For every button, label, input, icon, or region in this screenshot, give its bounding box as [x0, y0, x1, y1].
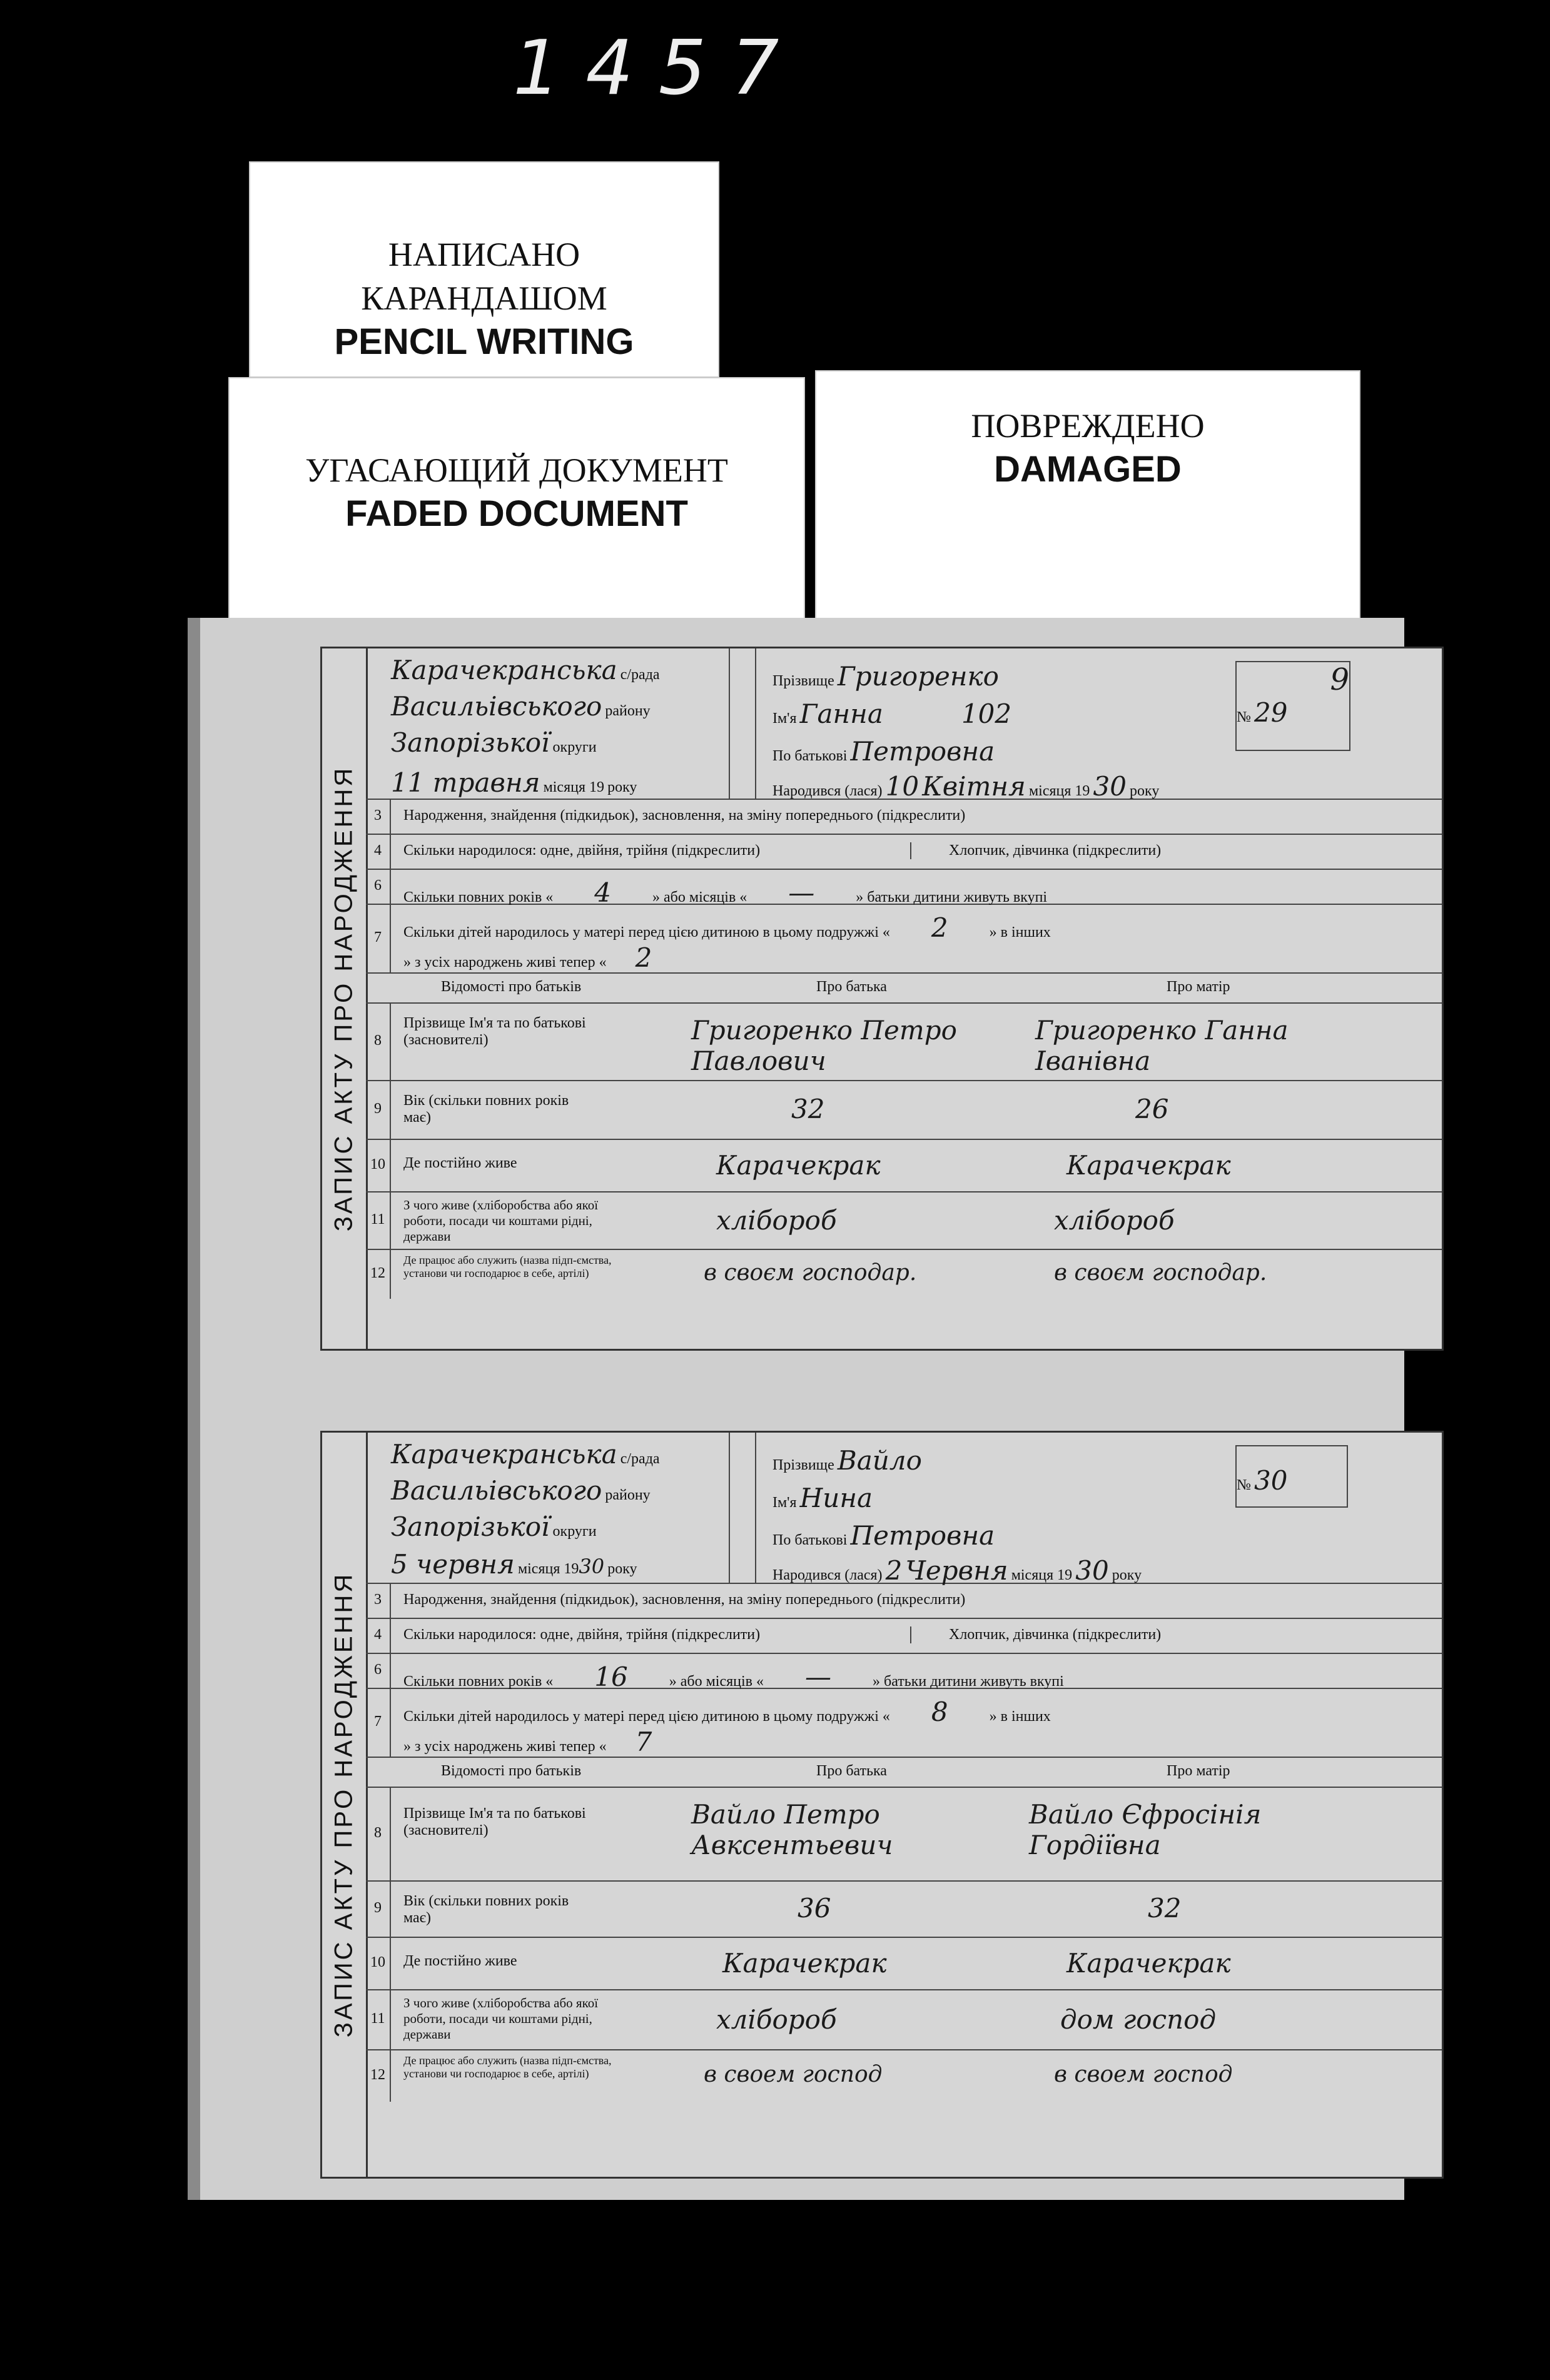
patronymic-value-2: Петровна: [850, 1520, 995, 1551]
frame-number: 1457: [513, 25, 804, 112]
born-label: Народився (лася): [772, 783, 883, 799]
father-name: Григоренко Петро Павлович: [691, 1015, 957, 1076]
years-together: 4: [594, 877, 612, 908]
father-residence: Карачекрак: [716, 1150, 881, 1181]
patronymic-label: По батькові: [772, 748, 848, 764]
name-label: Ім'я: [772, 710, 797, 727]
months-together: —: [788, 877, 815, 908]
pencil-writing-label: [249, 161, 719, 378]
faded-document-label: [228, 377, 805, 619]
birth-record-1: [320, 647, 1444, 1351]
row-10: 10 Де постійно живе Карачекрак Карачекрак: [366, 1139, 1442, 1193]
row-9: 9 Вік (скільки повних років має) 32 26: [366, 1080, 1442, 1140]
side-note: 102: [961, 698, 1012, 729]
damaged-label: [815, 370, 1360, 619]
header-block-2: Карачекранська с/рада Васильівського району Запорізької округи 5 червня місяця 1930 року Прізвище Вайло Ім'я Нина По батькові Петровна Народився (лася) 2 Червня місяця 19 30 року № 30: [366, 1433, 1442, 1584]
row-11: 11 З чого живе (хліборобства або якої роботи, посади чи коштами рідні, держави хлібороб хлібороб: [366, 1191, 1442, 1250]
born-day: 10: [885, 771, 919, 802]
row-12: 12 Де працює або служить (назва підп-ємства, установи чи господарює в себе, артілі) в своєм господар. в своєм господар.: [366, 1249, 1442, 1299]
number-value-2: 30: [1254, 1465, 1288, 1496]
mother-occupation: хлібороб: [1054, 1205, 1175, 1236]
council-value: Карачекранська: [391, 655, 617, 685]
father-occupation: хлібороб: [716, 1205, 837, 1236]
record-sheet: [188, 618, 1404, 2200]
registration-date-2: 5 червня: [391, 1549, 515, 1580]
number-label: №: [1237, 709, 1251, 725]
row-3: 3 Народження, знайдення (підкидьок), засновлення, на зміну попереднього (підкреслити): [366, 799, 1442, 835]
born-year-label: року: [1130, 783, 1160, 799]
born-month-label: місяця 19: [1028, 783, 1090, 799]
parents-header: Відомості про батьків Про батька Про матір: [366, 972, 1442, 1004]
number-value: 29: [1254, 697, 1288, 728]
pencil-label-ru-1: НАПИСАНО: [388, 236, 580, 273]
damaged-label-en: DAMAGED: [994, 449, 1182, 490]
council-label: с/рада: [620, 667, 660, 683]
pencil-label-ru-2: КАРАНДАШОМ: [361, 280, 607, 317]
faded-label-ru: УГАСАЮЩИЙ ДОКУМЕНТ: [305, 451, 728, 489]
born-year: 30: [1093, 771, 1127, 802]
mother-residence: Карачекрак: [1066, 1150, 1231, 1181]
father-age: 32: [791, 1094, 825, 1124]
row-7: 7 Скільки дітей народилось у матері перед цією дитиною в цьому подружжі « 2 » в інших » з усіх народжень живі тепер « 2: [366, 904, 1442, 974]
row-6: 6 Скільки повних років « 4 » або місяців « — » батьки дитини живуть вкупі: [366, 869, 1442, 905]
father-work: в своєм господар.: [704, 1260, 917, 1286]
district-value: Васильівського: [391, 691, 602, 722]
district-label: району: [605, 703, 651, 719]
name-value-2: Нина: [799, 1483, 873, 1513]
pencil-label-en: PENCIL WRITING: [334, 321, 634, 362]
name-value: Ганна: [799, 698, 883, 729]
header-block: [366, 648, 1442, 800]
surname-label: Прізвище: [772, 673, 834, 689]
mother-age: 26: [1135, 1094, 1169, 1124]
children-alive: 2: [635, 942, 652, 973]
mother-name: Григоренко Ганна Іванівна: [1035, 1015, 1289, 1076]
mother-work: в своєм господар.: [1054, 1260, 1267, 1286]
year-label: року: [607, 779, 637, 795]
surname-value-2: Вайло: [837, 1445, 922, 1476]
registration-date: 11 травня: [391, 767, 540, 798]
okrug-label: округи: [552, 739, 597, 755]
number-top: 9: [1330, 662, 1349, 697]
children-before: 2: [931, 912, 948, 943]
month-label: місяця 19: [543, 779, 604, 795]
side-title: ЗАПИС АКТУ ПРО НАРОДЖЕННЯ: [322, 648, 368, 1349]
surname-value: Григоренко: [837, 661, 999, 692]
born-month: Квітня: [922, 771, 1026, 802]
okrug-value: Запорізької: [391, 727, 550, 758]
damaged-label-ru: ПОВРЕЖДЕНО: [971, 407, 1205, 445]
birth-record-2: ЗАПИС АКТУ ПРО НАРОДЖЕННЯ Карачекранська с/рада Васильівського району Запорізької округи 5 червня місяця 1930 року Прізвище Вайло Ім'я Нина По батькові Петровна Народився (лася) 2 Червня місяця 19 30 року № 30 3 Народження, знайдення (підкидьок), засновлення, на зміну попереднього (підкреслити) 4 Скільки народилося: одне, двійня, трійня (підкреслити) Хлопчик, дівчинка (підкреслити) 6 Скільки повних років « 16 » або місяців « — » батьки дитини живуть вкупі 7 Скільки дітей народилось у матері перед цією дитиною в цьому подружжі « 8 » в інших » з усіх народжень живі тепер « 7 Відомості про батьків Про батька Про матір 8 Прізвище Ім'я та по батькові (засновителі) Вайло Петро Авксентьевич Вайло Єфросінія Гордіївна 9 Вік (скільки повних років має) 36 32 10 Де постійно живе Карачекрак Карачекрак 11 З чого живе (хліборобства або якої роботи, посади чи коштами рідні, держави хлібороб дом господ 12 Де працює або служить (назва підп-ємства, установи чи господарює в себе, артілі) в своем господ в своем господ: [320, 1431, 1444, 2179]
patronymic-value: Петровна: [850, 736, 995, 767]
row-8: 8 Прізвище Ім'я та по батькові (засновителі) Григоренко Петро Павлович Григоренко Ганна Іванівна: [366, 1002, 1442, 1081]
row-4: 4 Скільки народилося: одне, двійня, трійня (підкреслити) Хлопчик, дівчинка (підкреслити): [366, 834, 1442, 870]
faded-label-en: FADED DOCUMENT: [345, 493, 688, 534]
side-title-2: ЗАПИС АКТУ ПРО НАРОДЖЕННЯ: [322, 1433, 368, 2177]
